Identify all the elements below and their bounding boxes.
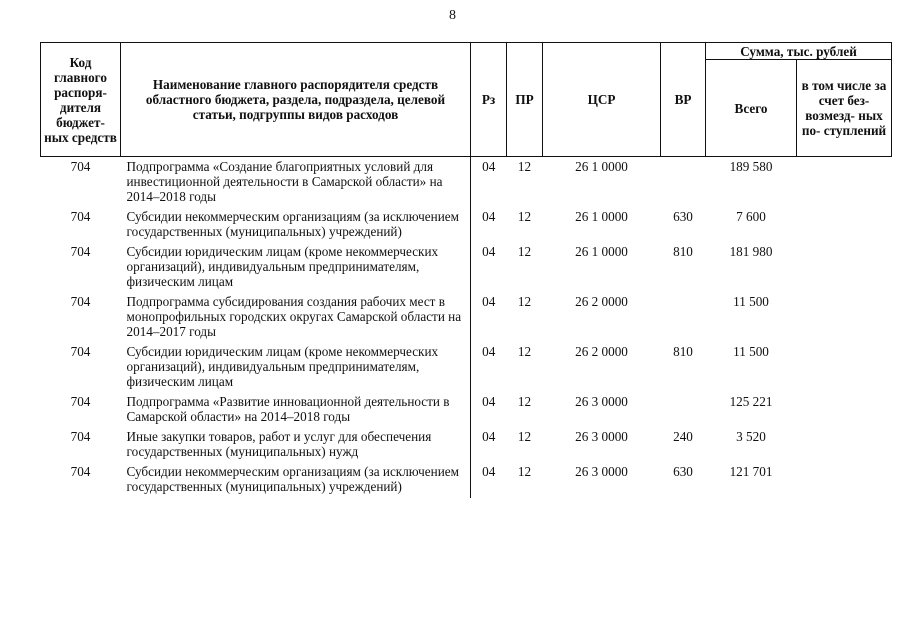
cell-total: 189 580	[729, 159, 773, 174]
cell-vr	[661, 393, 706, 428]
header-rz: Рз	[471, 43, 507, 157]
cell-csr: 26 2 0000	[575, 344, 628, 359]
header-code: Код главного распоря- дителя бюджет- ных средств	[41, 43, 121, 157]
cell-csr: 26 3 0000	[575, 394, 628, 409]
cell-rz: 04	[471, 208, 507, 243]
cell-vr: 630	[673, 464, 693, 479]
cell-name: Иные закупки товаров, работ и услуг для обеспечения государственных (муниципальных) нужд	[121, 428, 471, 463]
cell-code: 704	[70, 244, 91, 259]
cell-code: 704	[70, 159, 91, 174]
cell-vr: 810	[673, 244, 693, 259]
cell-csr: 26 2 0000	[575, 294, 628, 309]
cell-total: 3 520	[736, 429, 766, 444]
header-name: Наименование главного распорядителя средств областного бюджета, раздела, подраздела, целевой статьи, подгруппы видов расходов	[121, 43, 471, 157]
header-row-top	[41, 43, 892, 60]
cell-pr: 12	[517, 294, 532, 309]
cell-rz: 04	[471, 393, 507, 428]
cell-rz: 04	[471, 428, 507, 463]
cell-total: 125 221	[729, 394, 773, 409]
page-number: 8	[449, 8, 456, 23]
cell-pr: 12	[517, 159, 532, 174]
header-total: Всего	[706, 60, 797, 157]
cell-vr	[661, 157, 706, 209]
table-row	[41, 157, 892, 209]
header-pr: ПР	[507, 43, 543, 157]
cell-name: Подпрограмма «Развитие инновационной деятельности в Самарской области» на 2014–2018 годы	[121, 393, 471, 428]
cell-name: Подпрограмма субсидирования создания рабочих мест в монопрофильных городских округах Самарской области на 2014–2017 годы	[121, 293, 471, 343]
cell-total: 7 600	[736, 209, 766, 224]
cell-vr: 240	[673, 429, 693, 444]
cell-vr: 630	[673, 209, 693, 224]
table-row	[41, 393, 892, 428]
cell-bez	[797, 208, 892, 243]
table-row	[41, 428, 892, 463]
cell-pr: 12	[517, 209, 532, 224]
cell-csr: 26 3 0000	[575, 464, 628, 479]
cell-vr: 810	[673, 344, 693, 359]
cell-bez	[797, 243, 892, 293]
cell-csr: 26 3 0000	[575, 429, 628, 444]
cell-rz: 04	[471, 343, 507, 393]
cell-rz: 04	[471, 293, 507, 343]
header-csr: ЦСР	[543, 43, 661, 157]
cell-rz: 04	[471, 243, 507, 293]
cell-pr: 12	[517, 429, 532, 444]
cell-bez	[797, 393, 892, 428]
cell-name: Субсидии юридическим лицам (кроме некоммерческих организаций), индивидуальным предпринимателям, физическим лицам	[121, 243, 471, 293]
cell-pr: 12	[517, 344, 532, 359]
cell-name: Субсидии некоммерческим организациям (за исключением государственных (муниципальных) учреждений)	[121, 463, 471, 498]
cell-name: Подпрограмма «Создание благоприятных условий для инвестиционной деятельности в Самарской области» на 2014–2018 годы	[121, 157, 471, 209]
budget-table	[40, 42, 892, 498]
cell-pr: 12	[517, 394, 532, 409]
cell-code: 704	[70, 464, 91, 479]
header-sum: Сумма, тыс. рублей	[706, 43, 892, 60]
cell-code: 704	[70, 344, 91, 359]
cell-csr: 26 1 0000	[575, 209, 628, 224]
cell-rz: 04	[471, 157, 507, 209]
header-bez: в том числе за счет без- возмезд- ных по- ступлений	[797, 60, 892, 157]
table-row	[41, 243, 892, 293]
table-row	[41, 463, 892, 498]
cell-pr: 12	[517, 244, 532, 259]
cell-code: 704	[70, 394, 91, 409]
cell-total: 11 500	[733, 344, 769, 359]
cell-code: 704	[70, 429, 91, 444]
cell-code: 704	[70, 294, 91, 309]
cell-total: 121 701	[729, 464, 773, 479]
cell-total: 11 500	[733, 294, 769, 309]
cell-bez	[797, 428, 892, 463]
table-row	[41, 343, 892, 393]
cell-total: 181 980	[729, 244, 773, 259]
cell-bez	[797, 463, 892, 498]
table-body	[41, 157, 892, 499]
cell-csr: 26 1 0000	[575, 244, 628, 259]
cell-bez	[797, 293, 892, 343]
cell-csr: 26 1 0000	[575, 159, 628, 174]
cell-pr: 12	[517, 464, 532, 479]
cell-vr	[661, 293, 706, 343]
header-vr: ВР	[661, 43, 706, 157]
cell-bez	[797, 157, 892, 209]
cell-name: Субсидии юридическим лицам (кроме некоммерческих организаций), индивидуальным предпринимателям, физическим лицам	[121, 343, 471, 393]
cell-code: 704	[70, 209, 91, 224]
cell-bez	[797, 343, 892, 393]
table-row	[41, 208, 892, 243]
cell-rz: 04	[471, 463, 507, 498]
cell-name: Субсидии некоммерческим организациям (за исключением государственных (муниципальных) учреждений)	[121, 208, 471, 243]
table-row	[41, 293, 892, 343]
